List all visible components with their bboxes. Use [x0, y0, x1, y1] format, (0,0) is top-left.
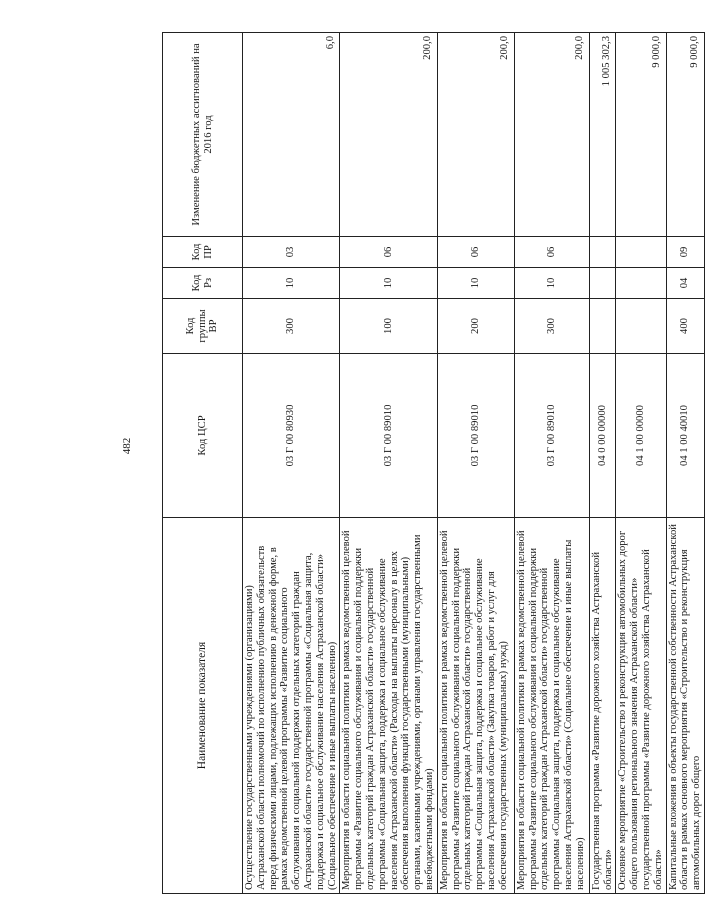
row-name: Мероприятия в области социальной политики в рамках ведомственной целевой программы «Развитие социального обслуживания и социальной поддержки отдельных категорий граждан Астраханской области» государственной программы «Социальная защита, поддержка и социальное обслуживание населения Астраханской области» (Социальное обеспечение и иные выплаты населению)	[514, 518, 589, 894]
row-rz: 10	[243, 268, 340, 299]
column-header-pr: Код ПР	[163, 237, 243, 268]
row-vr: 300	[514, 299, 589, 354]
row-name: Мероприятия в области социальной политики в рамках ведомственной целевой программы «Развитие социального обслуживания и социальной поддержки отдельных категорий граждан Астраханской области» государственной программы «Социальная защита, поддержка и социальное обслуживание населения Астраханской области» (Закупка товаров, работ и услуг для обеспечения государственных (муниципальных) нужд)	[437, 518, 514, 894]
row-name: Капитальные вложения в объекты государственной собственности Астраханской области в рамках основного мероприятия «Строительство и реконструкция автомобильных дорог общего	[666, 518, 704, 894]
row-pr	[589, 237, 616, 268]
table-row	[514, 33, 589, 894]
column-header-amount: Изменение бюджетных ассигнований на 2016 год	[163, 33, 243, 237]
page-number: 482	[121, 437, 133, 455]
row-csr: 04 0 00 00000	[589, 354, 616, 518]
row-pr: 09	[666, 237, 704, 268]
row-amount: 200,0	[437, 33, 514, 237]
row-name: Основное мероприятие «Строительство и реконструкция автомобильных дорог общего пользования регионального значения Астраханской области» государственной программы «Развитие дорожного хозяйства Астраханской области»	[616, 518, 666, 894]
row-rz: 04	[666, 268, 704, 299]
column-header-vr: Код группы ВР	[163, 299, 243, 354]
row-rz	[616, 268, 666, 299]
row-pr: 06	[514, 237, 589, 268]
row-name: Осуществление государственными учреждениями (организациями) Астраханской области полномочий по исполнению публичных обязательств перед физическими лицами, подлежащих исполнению в денежной форме, в рамках ведомственной целевой программы «Развитие социального обслуживания и социальной поддержки отдельных категорий граждан Астраханской области» государственной программы «Социальная защита, поддержка и социальное обслуживание населения Астраханской области» (Социальное обеспечение и иные выплаты населению)	[243, 518, 340, 894]
table-header-row	[163, 33, 243, 894]
row-vr: 400	[666, 299, 704, 354]
table-row	[243, 33, 340, 894]
row-pr: 06	[340, 237, 437, 268]
row-pr	[616, 237, 666, 268]
row-csr: 04 1 00 40010	[666, 354, 704, 518]
table-row	[437, 33, 514, 894]
row-pr: 03	[243, 237, 340, 268]
row-amount: 200,0	[340, 33, 437, 237]
row-vr: 200	[437, 299, 514, 354]
row-rz	[589, 268, 616, 299]
budget-table-sheet	[162, 33, 703, 894]
row-csr: 03 Г 00 89010	[437, 354, 514, 518]
row-amount: 1 005 302,3	[589, 33, 616, 237]
row-vr	[616, 299, 666, 354]
table-row	[340, 33, 437, 894]
row-pr: 06	[437, 237, 514, 268]
table-row	[666, 33, 704, 894]
row-rz: 10	[437, 268, 514, 299]
column-header-csr: Код ЦСР	[163, 354, 243, 518]
row-vr: 100	[340, 299, 437, 354]
column-header-name: Наименование показателя	[163, 518, 243, 894]
row-rz: 10	[340, 268, 437, 299]
row-csr: 03 Г 00 80930	[243, 354, 340, 518]
budget-table	[162, 32, 705, 894]
row-name: Мероприятия в области социальной политики в рамках ведомственной целевой программы «Развитие социального обслуживания и социальной поддержки отдельных категорий граждан Астраханской области» государственной программы «Социальная защита, поддержка и социальное обслуживание населения Астраханской области» (Расходы на выплаты персоналу в целях обеспечения выполнения функций государственными (муниципальными) органами, казенными учреждениями, органами управления государственными внебюджетными фондами)	[340, 518, 437, 894]
row-csr: 03 Г 00 89010	[340, 354, 437, 518]
row-vr	[589, 299, 616, 354]
row-rz: 10	[514, 268, 589, 299]
row-vr: 300	[243, 299, 340, 354]
table-row	[589, 33, 616, 894]
row-csr: 03 Г 00 89010	[514, 354, 589, 518]
row-name: Государственная программа «Развитие дорожного хозяйства Астраханской области»	[589, 518, 616, 894]
row-amount: 9 000,0	[616, 33, 666, 237]
table-row	[616, 33, 666, 894]
row-amount: 6,0	[243, 33, 340, 237]
row-amount: 200,0	[514, 33, 589, 237]
row-amount: 9 000,0	[666, 33, 704, 237]
column-header-rz: Код Рз	[163, 268, 243, 299]
row-csr: 04 1 00 00000	[616, 354, 666, 518]
